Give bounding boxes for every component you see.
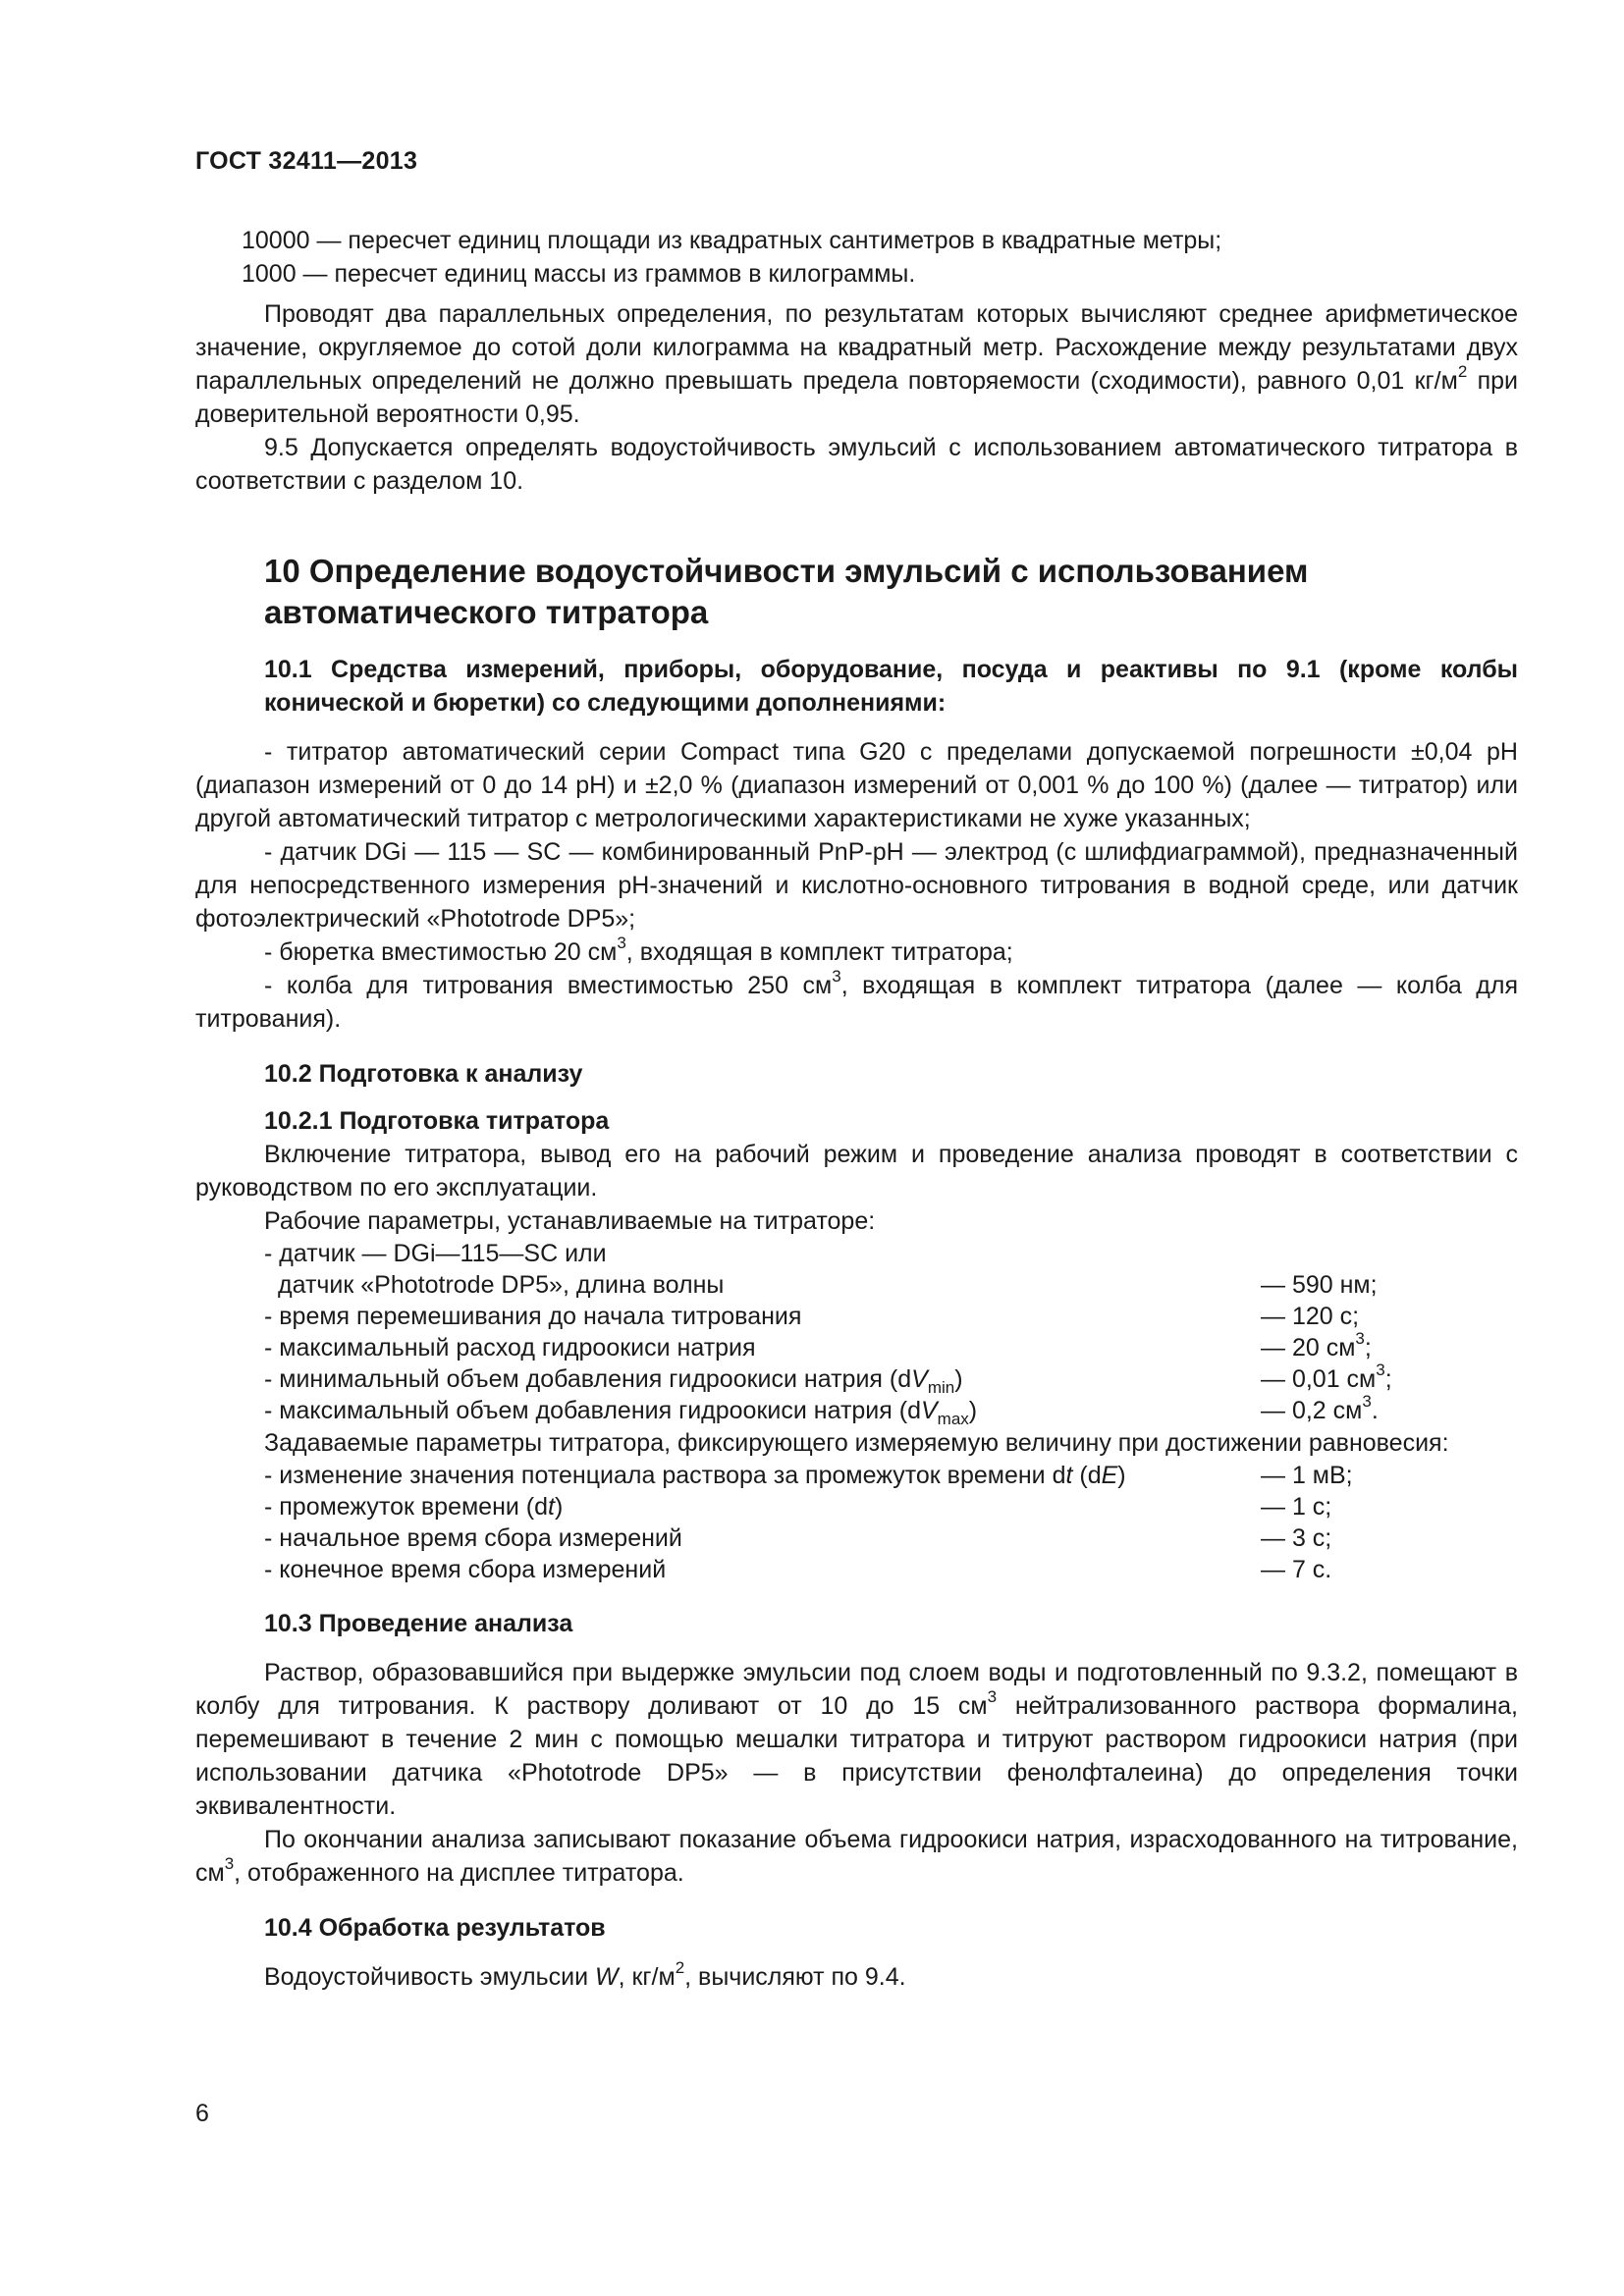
paragraph: Задаваемые параметры титратора, фиксирующего измеряемую величину при достижении равновесия:	[264, 1429, 1449, 1457]
parameter-row	[264, 1360, 1518, 1397]
subsection-heading: 10.1 Средства измерений, приборы, оборудование, посуда и реактивы по 9.1 (кроме колбы конической и бюретки) со следующими дополнениями:	[264, 656, 1518, 717]
subsection-heading: 10.2 Подготовка к анализу	[264, 1060, 583, 1088]
parameter-value: — 0,01 $см^3$;	[1261, 1360, 1392, 1393]
formula-legend-item: 1000 — пересчет единиц массы из граммов в килограммы.	[242, 260, 916, 288]
subsection-heading: 10.2.1 Подготовка титратора	[264, 1107, 610, 1135]
document-header: ГОСТ 32411—2013	[195, 147, 418, 175]
parameter-value: — 3 с;	[1261, 1524, 1332, 1552]
paragraph: Включение титратора, вывод его на рабочий режим и проведение анализа проводят в соответствии с руководством по его эксплуатации.	[195, 1141, 1518, 1201]
paragraph: Раствор, образовавшийся при выдержке эмульсии под слоем воды и подготовленный по 9.3.2, помещают в колбу для титрования. К раствору доливают от 10 до 15 $см^3$ нейтрализованного раствора формалина, перемешивают в течение 2 мин с помощью мешалки титратора и титруют раствором гидроокиси натрия (при использовании датчика «Phototrode DP5» — в присутствии фенолфталеина) до определения точки эквивалентности.	[195, 1659, 1518, 1820]
subsection-heading: 10.4 Обработка результатов	[264, 1914, 606, 1942]
section-heading: 10 Определение водоустойчивости эмульсий с использованием автоматического титратора	[264, 553, 1309, 630]
parameter-row	[264, 1491, 1518, 1522]
page-number: 6	[195, 2100, 209, 2127]
parameter-name: - время перемешивания до начала титрования	[264, 1303, 802, 1330]
parameter-row	[264, 1301, 1518, 1332]
parameter-row	[264, 1554, 1518, 1585]
paragraph: По окончании анализа записывают показание объема гидроокиси натрия, израсходованного на титрование, $см^3$, отображенного на дисплее титратора.	[195, 1826, 1518, 1887]
page-body	[195, 224, 1518, 1994]
parameter-name: - датчик — DGi—115—SC или	[264, 1240, 607, 1267]
list-item: - титратор автоматический серии Compact типа G20 с пределами допускаемой погрешности ±0,04 pH (диапазон измерений от 0 до 14 pH) и ±2,0 % (диапазон измерений от 0,001 % до 100 %) (далее — титратор) или другой автоматический титратор с метрологическими характеристиками не хуже указанных;	[195, 738, 1518, 832]
parameter-name: - конечное время сбора измерений	[264, 1556, 667, 1583]
paragraph: 9.5 Допускается определять водоустойчивость эмульсий с использованием автоматического титратора в соответствии с разделом 10.	[195, 434, 1518, 495]
formula-legend-item: 10000 — пересчет единиц площади из квадратных сантиметров в квадратные метры;	[242, 227, 1222, 254]
parameter-name: - изменение значения потенциала раствора за промежуток времени dt (dE)	[264, 1462, 1126, 1489]
parameter-name: - максимальный объем добавления гидроокиси натрия $(dV_{max})$	[264, 1397, 978, 1428]
parameter-row	[264, 1522, 1518, 1554]
parameter-row	[264, 1328, 1518, 1363]
parameter-row	[264, 1238, 1518, 1269]
list-item: - бюретка вместимостью 20 $см^3$, входящая в комплект титратора;	[264, 933, 1013, 966]
list-item: - датчик DGi — 115 — SC — комбинированный PnP-pH — электрод (с шлифдиаграммой), предназначенный для непосредственного измерения pH-значений и кислотно-основного титрования в водной среде, или датчик фотоэлектрический «Phototrode DP5»;	[195, 838, 1518, 933]
parameter-row	[264, 1269, 1518, 1301]
parameter-value: — 120 с;	[1261, 1303, 1360, 1330]
paragraph: Водоустойчивость эмульсии W, $кг/м^2$, вычисляют по 9.4.	[264, 1957, 906, 1991]
parameter-value: — 7 с.	[1261, 1556, 1332, 1583]
parameter-name: - максимальный расход гидроокиси натрия	[264, 1334, 756, 1362]
parameter-value: — 20 $см^3$;	[1261, 1328, 1372, 1362]
paragraph: Рабочие параметры, устанавливаемые на титраторе:	[264, 1207, 876, 1235]
paragraph: Проводят два параллельных определения, по результатам которых вычисляют среднее арифметическое значение, округляемое до сотой доли килограмма на квадратный метр. Расхождение между результатами двух параллельных определений не должно превышать предела повторяемости (сходимости), равного 0,01 $кг/м^2$ при доверительной вероятности 0,95.	[195, 300, 1518, 428]
parameter-name: - начальное время сбора измерений	[264, 1524, 682, 1552]
parameter-value: — 1 мВ;	[1261, 1462, 1353, 1489]
list-item: - колба для титрования вместимостью 250 $см^3$, входящая в комплект титратора (далее — колба для титрования).	[195, 966, 1518, 1033]
parameter-name: - промежуток времени (dt)	[264, 1493, 564, 1521]
parameter-name: - минимальный объем добавления гидроокиси натрия $(dV_{min})$	[264, 1365, 963, 1397]
parameter-row	[264, 1460, 1518, 1491]
parameter-name: датчик «Phototrode DP5», длина волны	[278, 1271, 725, 1299]
parameter-value: — 590 нм;	[1261, 1271, 1378, 1299]
parameter-value: — 0,2 $см^3$.	[1261, 1391, 1379, 1424]
parameter-value: — 1 с;	[1261, 1493, 1332, 1521]
subsection-heading: 10.3 Проведение анализа	[264, 1610, 573, 1637]
parameter-row	[264, 1391, 1518, 1428]
